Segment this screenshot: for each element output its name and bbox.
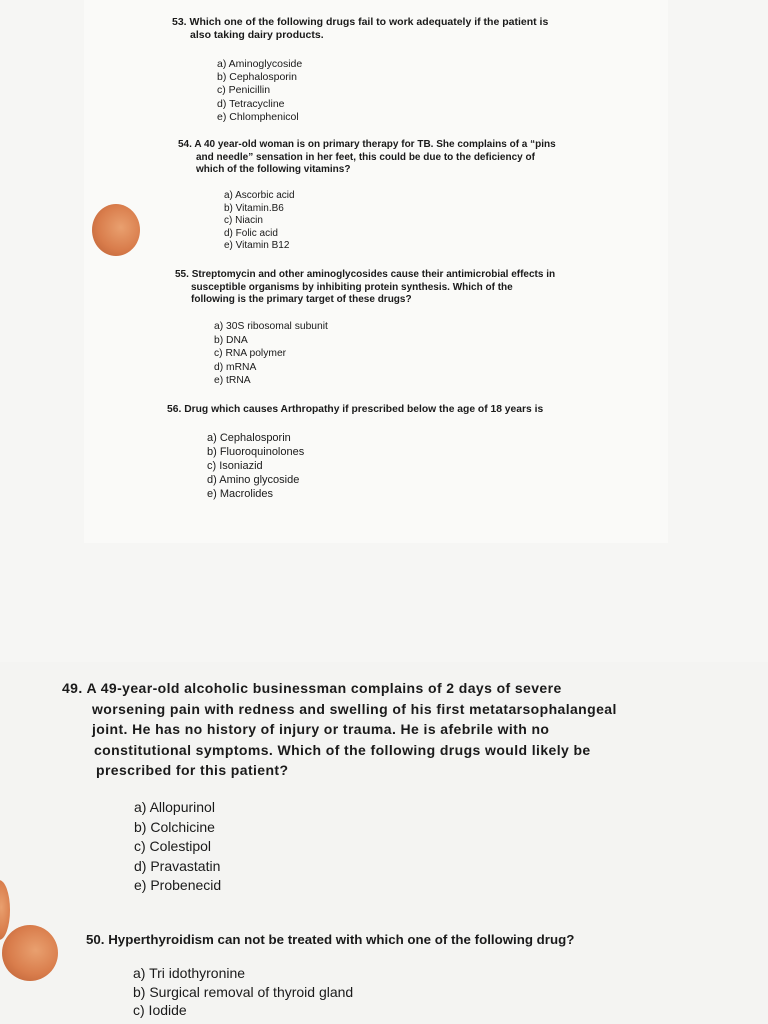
option: c) Niacin bbox=[224, 215, 263, 227]
question-50 bbox=[86, 931, 706, 949]
option: c) RNA polymer bbox=[214, 348, 287, 360]
option: e) Probenecid bbox=[134, 877, 222, 894]
question-number: 54. bbox=[178, 139, 192, 150]
question-stem: Drug which causes Arthropathy if prescribed below the age of 18 years is bbox=[184, 404, 544, 415]
option: b) Fluoroquinolones bbox=[207, 446, 305, 458]
options-list bbox=[207, 431, 304, 501]
option: b) Surgical removal of thyroid gland bbox=[133, 983, 354, 1000]
question-stem: susceptible organisms by inhibiting protein synthesis. Which of the bbox=[191, 281, 513, 293]
option: c) Penicillin bbox=[217, 84, 271, 97]
option: a) Aminoglycoside bbox=[217, 58, 303, 70]
option: d) mRNA bbox=[214, 361, 257, 373]
option: c) Colestipol bbox=[134, 838, 212, 855]
question-stem: Which one of the following drugs fail to work adequately if the patient is bbox=[189, 16, 549, 28]
question-stem: joint. He has no history of injury or trauma. He is afebrile with no bbox=[92, 721, 550, 738]
option: b) DNA bbox=[214, 334, 248, 346]
question-stem: prescribed for this patient? bbox=[96, 762, 289, 779]
question-55 bbox=[175, 269, 615, 307]
options-list bbox=[217, 58, 302, 124]
question-stem: also taking dairy products. bbox=[190, 29, 324, 41]
question-number: 56. bbox=[167, 404, 182, 415]
question-stem: A 49-year-old alcoholic businessman complains of 2 days of severe bbox=[86, 680, 562, 696]
option: e) Macrolides bbox=[207, 488, 274, 500]
question-49 bbox=[62, 678, 682, 781]
option: c) Isoniazid bbox=[207, 460, 263, 472]
finger-bottom bbox=[2, 925, 58, 981]
question-stem: A 40 year-old woman is on primary therapy for TB. She complains of a “pins bbox=[194, 139, 556, 150]
question-number: 50. bbox=[86, 932, 105, 947]
option: a) Cephalosporin bbox=[207, 432, 291, 444]
option: b) Cephalosporin bbox=[217, 71, 297, 84]
options-list bbox=[214, 320, 328, 388]
options-list bbox=[224, 190, 295, 253]
option: e) Vitamin B12 bbox=[224, 240, 290, 252]
question-stem: constitutional symptoms. Which of the following drugs would likely be bbox=[94, 741, 591, 758]
question-53 bbox=[172, 16, 612, 42]
option: d) Tetracycline bbox=[217, 97, 285, 110]
option: e) tRNA bbox=[214, 375, 251, 387]
option: c) Iodide bbox=[133, 1002, 187, 1018]
question-number: 53. bbox=[172, 16, 187, 28]
question-stem: and needle” sensation in her feet, this could be due to the deficiency of bbox=[196, 151, 535, 163]
option: d) Pravastatin bbox=[134, 857, 221, 874]
option: e) Chlomphenicol bbox=[217, 110, 299, 123]
option: d) Amino glycoside bbox=[207, 474, 300, 486]
options-list bbox=[133, 964, 353, 1020]
option: a) Ascorbic acid bbox=[224, 190, 295, 201]
question-stem: following is the primary target of these drugs? bbox=[191, 294, 412, 305]
question-56 bbox=[167, 403, 607, 416]
question-stem: Streptomycin and other aminoglycosides cause their antimicrobial effects in bbox=[191, 269, 556, 280]
option: a) Tri idothyronine bbox=[133, 965, 246, 981]
question-number: 55. bbox=[175, 269, 189, 280]
question-stem: worsening pain with redness and swelling of his first metatarsophalangeal bbox=[92, 700, 617, 717]
question-stem: Hyperthyroidism can not be treated with which one of the following drug? bbox=[108, 932, 575, 947]
option: b) Colchicine bbox=[134, 818, 215, 835]
option: b) Vitamin.B6 bbox=[224, 202, 284, 214]
option: a) Allopurinol bbox=[134, 799, 215, 815]
question-number: 49. bbox=[62, 680, 83, 696]
options-list bbox=[134, 798, 221, 896]
question-stem: which of the following vitamins? bbox=[196, 164, 351, 175]
finger-top bbox=[92, 204, 140, 256]
question-54 bbox=[178, 139, 618, 177]
option: d) Folic acid bbox=[224, 227, 278, 239]
option: a) 30S ribosomal subunit bbox=[214, 321, 328, 332]
